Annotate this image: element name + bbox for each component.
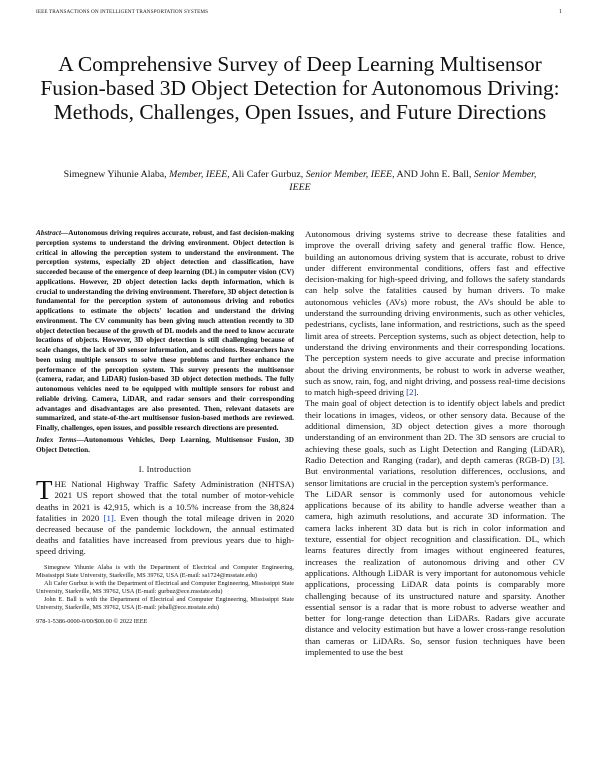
drop-cap: T — [36, 475, 53, 506]
body-paragraph-1-text: Autonomous driving systems strive to decrease these fatalities and improve the overall driving safety and general traffic flow. Hence, building an autonomous driving system that is accurate, robust to drive under different environmental conditions, offers fast and effective decision-making for high-speed driving, and follows the safety standards can help solve the fatalities caused by human drivers. To make autonomous vehicles (AVs) more robust, the AVs should be able to understand the surrounding driving environments, such as other vehicles, pedestrians, cyclists, lane information, and restrictions, such as the speed limit area of streets. Perception systems, such as object detection, help to understand the driving environments and their corresponding locations. The perception system needs to give accurate and precise information about the driving environments, be robust to work in adverse weather, such as snow, rain, fog, and night driving, and possess real-time decisions to match high-speed driving — [305, 229, 565, 398]
author-1-role: Member, IEEE, — [169, 169, 230, 180]
right-column — [305, 229, 565, 658]
citation-link-1[interactable]: [1] — [103, 512, 114, 523]
abstract — [36, 229, 294, 434]
author-1-name: Simegnew Yihunie Alaba, — [63, 169, 167, 180]
citation-link-2[interactable]: [2] — [406, 387, 417, 398]
left-column — [36, 229, 294, 626]
footnote-author-1: Simegnew Yihunie Alaba is with the Department of Electrical and Computer Engineering, Mississippi State University, Starkville, MS 39762, USA (E-mail: sa1724@msstate.edu) — [36, 563, 294, 579]
body-paragraph-2 — [305, 398, 565, 488]
author-footnotes — [36, 564, 294, 613]
index-terms-text: —Autonomous Vehicles, Deep Learning, Multisensor Fusion, 3D Object Detection. — [36, 435, 294, 454]
copyright-notice: 978-1-5386-0000-0/00/$00.00 © 2022 IEEE — [36, 618, 148, 626]
abstract-label: Abstract — [36, 229, 61, 237]
citation-link-3[interactable]: [3] — [552, 454, 563, 465]
footnote-author-2: Ali Cafer Gurbuz is with the Department of Electrical and Computer Engineering, Mississippi State University, Starkville, MS 39762, USA (E-mail: gurbuz@ece.msstate.edu) — [36, 579, 294, 595]
author-3-role: Senior Member, IEEE — [289, 169, 537, 193]
page-number: 1 — [559, 9, 562, 15]
author-2-name: Ali Cafer Gurbuz, — [231, 169, 304, 180]
body-paragraph-2-end: . But environmental variations, resolution differences, occlusions, and sensor limitations are crucial in the perception system's performance. — [305, 454, 565, 488]
intro-text-start: HE National Highway Traffic Safety Administration (NHTSA) 2021 US report showed that the total number of motor-vehicle deaths in 2021 is 42,915, which is a 10.5% increase from the 38,824 fatalities in 2020 — [36, 479, 294, 523]
intro-paragraph — [36, 475, 294, 557]
running-head: IEEE TRANSACTIONS ON INTELLIGENT TRANSPORTATION SYSTEMS — [36, 9, 209, 15]
body-paragraph-2-text: The main goal of object detection is to identify object labels and predict their locations in images, videos, or other sensory data. Because of the additional dimension, 3D object detection gives a more thorough understanding of an environment than 2D. The 3D sensors are crucial to achieving these goals, such as Light Detection and Ranging (LiDAR), Radio Detection and Ranging (radar), and depth cameras (RGB-D) — [305, 398, 565, 465]
index-terms-label: Index Terms — [36, 435, 77, 444]
body-paragraph-3: The LiDAR sensor is commonly used for autonomous vehicle applications because of its ability to handle adverse weather than a camera, high azimuth resolutions, and accurate 3D information. The camera lacks inherent 3D data but is rich in color information and texture, essential for object recognition and classification. DL, which learns features directly from images without engineered features, increases the realization of autonomous driving and other CV applications. Although LiDAR is very important for autonomous vehicle applications, processing LiDAR data points is comparably more challenging because of its unstructured nature and sparsity. Another essential sensor is a radar that is more robust to adverse weather and better for long-range detection than LiDARs. Radars give accurate distance and velocity estimation but have a lower cross-range resolution than cameras or LiDARs. So, sensor fusion techniques have been implemented to use the best — [305, 488, 565, 657]
section-heading-introduction: I. Introduction — [138, 465, 192, 475]
body-paragraph-1-end: . — [416, 387, 419, 398]
intro-text-end: . Even though the total mileage driven in 2020 decreased because of the pandemic lockdown, the annual estimated deaths and fatalities have increased from previous years due to high-speed driving. — [36, 512, 294, 557]
footnote-author-3: John E. Ball is with the Department of Electrical and Computer Engineering, Mississippi State University, Starkville, MS 39762, USA (E-mail: jeball@ece.msstate.edu) — [36, 596, 294, 612]
abstract-text: —Autonomous driving requires accurate, robust, and fast decision-making perception systems to understand the driving environment. Object detection is critical in allowing the perception system to understand the environment. The perception systems, especially 2D object detection and classification, have succeeded because of the emergence of deep learning (DL) in computer vision (CV) applications. However, 2D object detection lacks depth information, which is crucial to understanding the driving environment. Therefore, 3D object detection is fundamental for the perception system of autonomous driving and robotics applications to estimate the objects' location and understand the driving environment. The CV community has been giving much attention recently to 3D object detection because of the growth of DL models and the need to know accurate locations of objects. However, 3D object detection is still challenging because of scale changes, the lack of 3D sensor information, and occlusions. Researchers have been using multiple sensors to solve these problems and further enhance the performance of the perception system. This survey presents the multisensor (camera, radar, and LiDAR) fusion-based 3D object detection methods. The fully autonomous vehicles need to be equipped with multiple sensors for robust and reliable driving. Camera, LiDAR, and radar sensors and their corresponding advantages and disadvantages are also presented. Then, relevant datasets are summarized, and state-of-the-art multisensor fusion-based methods are reviewed. Finally, challenges, open issues, and possible research directions are presented. — [36, 229, 294, 432]
author-3-name: AND John E. Ball, — [396, 169, 472, 180]
body-paragraph-1 — [305, 229, 565, 398]
author-2-role: Senior Member, IEEE, — [305, 169, 395, 180]
index-terms — [36, 436, 294, 456]
author-list — [60, 168, 540, 194]
paper-title: A Comprehensive Survey of Deep Learning Multisensor Fusion-based 3D Object Detection for Autonomous Driving: Methods, Challenges, Open Issues, and Future Directions — [40, 52, 560, 124]
